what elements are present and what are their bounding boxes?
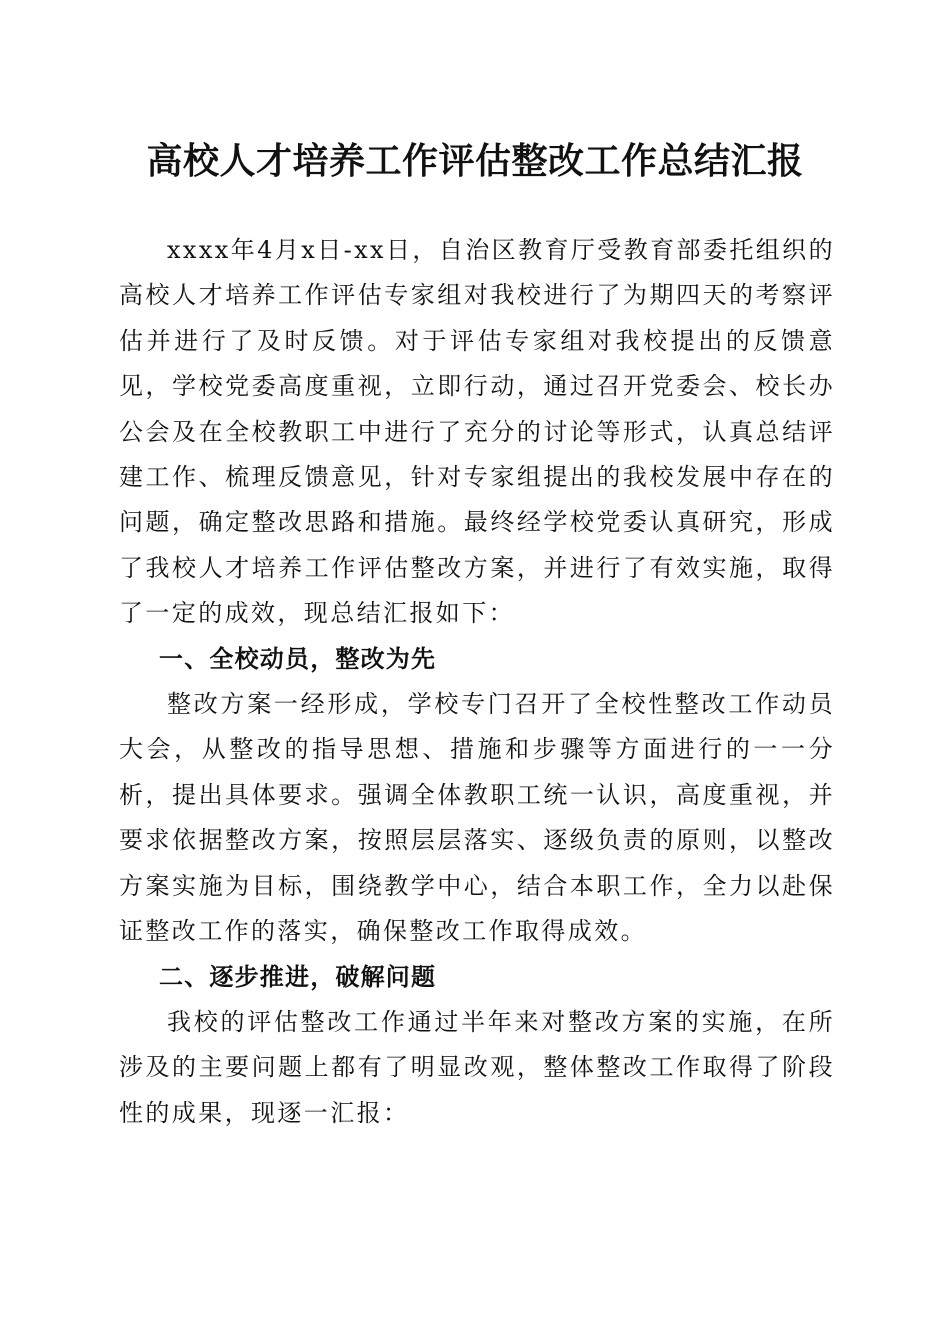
section-heading-1: 一、全校动员，整改为先 [159, 644, 437, 673]
intro-paragraph: xxxx年4月x日-xx日，自治区教育厅受教育部委托组织的高校人才培养工作评估专家组对我校进行了为期四天的考察评估并进行了及时反馈。对于评估专家组对我校提出的反馈意见，学校党委高度重视，立即行动，通过召开党委会、校长办公会及在全校教职工中进行了充分的讨论等形式，认真总结评建工作、梳理反馈意见，针对专家组提出的我校发展中存在的问题，确定整改思路和措施。最终经学校党委认真研究，形成了我校人才培养工作评估整改方案，并进行了有效实施，取得了一定的成效，现总结汇报如下： [119, 236, 835, 628]
section-heading-2: 二、逐步推进，破解问题 [159, 962, 437, 991]
section-paragraph-1: 整改方案一经形成，学校专门召开了全校性整改工作动员大会，从整改的指导思想、措施和步骤等方面进行的一一分析，提出具体要求。强调全体教职工统一认识，高度重视，并要求依据整改方案，按照层层落实、逐级负责的原则，以整改方案实施为目标，围绕教学中心，结合本职工作，全力以赴保证整改工作的落实，确保整改工作取得成效。 [119, 690, 835, 946]
document-body [119, 228, 835, 1136]
section-paragraph-2: 我校的评估整改工作通过半年来对整改方案的实施，在所涉及的主要问题上都有了明显改观，整体整改工作取得了阶段性的成果，现逐一汇报： [119, 1007, 835, 1127]
document-title: 高校人才培养工作评估整改工作总结汇报 [146, 140, 804, 182]
